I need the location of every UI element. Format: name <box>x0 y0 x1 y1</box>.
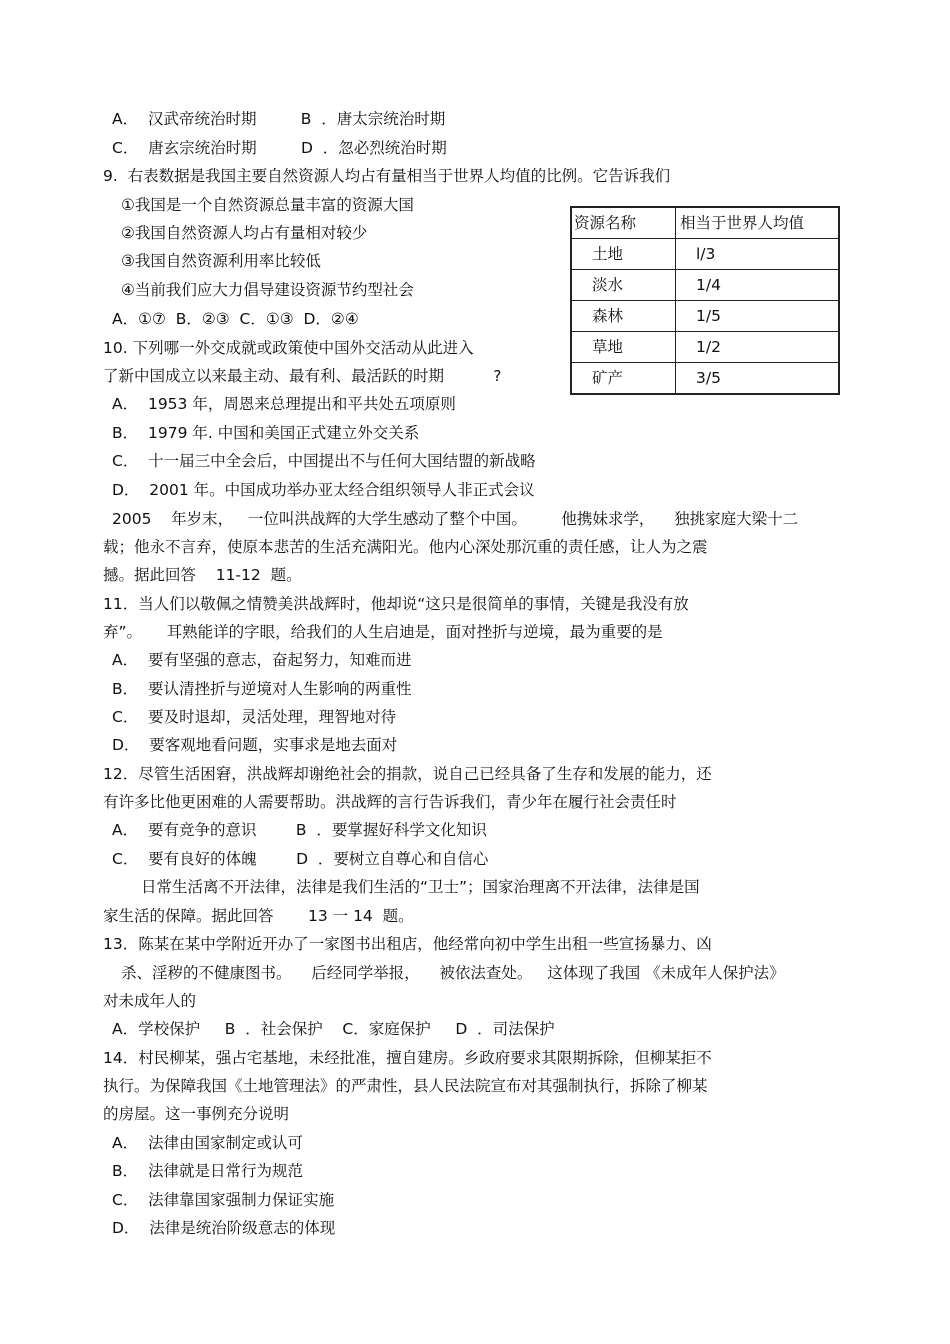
text-line: C． 要有良好的体魄 D ．要树立自尊心和自信心 <box>112 850 489 868</box>
text-line: A． 法律由国家制定或认可 <box>112 1134 303 1152</box>
text-line: A．①⑦ B．②③ C．①③ D．②④ <box>112 310 359 328</box>
text-line: 12．尽管生活困窘，洪战辉却谢绝社会的捐款，说自己已经具备了生存和发展的能力，还 <box>103 765 712 783</box>
table-row <box>572 238 838 269</box>
text-line: ④当前我们应大力倡导建设资源节约型社会 <box>121 281 414 299</box>
table-cell-ratio: 1/5 <box>696 307 721 325</box>
text-line: C． 唐玄宗统治时期 D ．忽必烈统治时期 <box>112 139 447 157</box>
text-line: 载；他永不言弃，使原本悲苦的生活充满阳光。他内心深处那沉重的责任感，让人为之震 <box>103 538 708 556</box>
resource-ratio-table <box>570 206 840 395</box>
table-cell-ratio: 3/5 <box>696 369 721 387</box>
text-line: C． 要及时退却，灵活处理，理智地对待 <box>112 708 397 726</box>
text-line: 撼。据此回答 11-12 题。 <box>103 566 302 584</box>
text-line: B． 1979 年. 中国和美国正式建立外交关系 <box>112 424 420 442</box>
table-cell-resource: 森林 <box>572 301 676 331</box>
table-cell-resource: 矿产 <box>572 363 676 393</box>
text-line: D． 要客观地看问题，实事求是地去面对 <box>112 736 398 754</box>
text-line: 弃”。 耳熟能详的字眼，给我们的人生启迪是，面对挫折与逆境，最为重要的是 <box>103 623 663 641</box>
table-row <box>572 300 838 331</box>
text-line: B． 法律就是日常行为规范 <box>112 1162 303 1180</box>
table-cell-resource: 土地 <box>572 239 676 269</box>
text-line: 家生活的保障。据此回答 13 一 14 题。 <box>103 907 414 925</box>
text-line: 杀、淫秽的不健康图书。 后经同学举报， 被依法查处。 这体现了我国 《未成年人保护法》 <box>121 964 785 982</box>
table-cell-ratio: 1/4 <box>696 276 721 294</box>
text-line: A． 1953 年，周恩来总理提出和平共处五项原则 <box>112 395 456 413</box>
text-line: 对未成年人的 <box>103 992 197 1010</box>
text-line: 2005 年岁末， 一位叫洪战辉的大学生感动了整个中国。 他携妹求学， 独挑家庭大梁十二 <box>112 510 799 528</box>
table-cell-resource: 草地 <box>572 332 676 362</box>
table-header-cell: 相当于世界人均值 <box>680 214 805 232</box>
text-line: 9. 右表数据是我国主要自然资源人均占有量相当于世界人均值的比例。它告诉我们 <box>103 167 671 185</box>
text-line: 有许多比他更困难的人需要帮助。洪战辉的言行告诉我们，青少年在履行社会责任时 <box>103 793 677 811</box>
text-line: 的房屋。这一事例充分说明 <box>103 1105 290 1123</box>
table-row <box>572 362 838 393</box>
text-line: A．学校保护 B ．社会保护 C．家庭保护 D ．司法保护 <box>112 1020 555 1038</box>
table-row <box>572 331 838 362</box>
text-line: 了新中国成立以来最主动、最有利、最活跃的时期 ? <box>103 367 502 385</box>
text-line: D． 2001 年。中国成功举办亚太经合组织领导人非正式会议 <box>112 481 535 499</box>
text-line: 日常生活离不开法律，法律是我们生活的“卫士”；国家治理离不开法律，法律是国 <box>141 878 700 896</box>
text-line: A． 要有坚强的意志，奋起努力，知难而进 <box>112 651 412 669</box>
text-line: ①我国是一个自然资源总量丰富的资源大国 <box>121 196 414 214</box>
text-line: 执行。为保障我国《土地管理法》的严肃性，县人民法院宣布对其强制执行，拆除了柳某 <box>103 1077 708 1095</box>
text-line: C． 十一届三中全会后，中国提出不与任何大国结盟的新战略 <box>112 452 536 470</box>
text-line: B． 要认清挫折与逆境对人生影响的两重性 <box>112 680 412 698</box>
text-line: A． 要有竞争的意识 B ．要掌握好科学文化知识 <box>112 821 487 839</box>
text-line: 11．当人们以敬佩之情赞美洪战辉时，他却说“这只是很简单的事情，关键是我没有放 <box>103 595 689 613</box>
table-cell-ratio: l/3 <box>696 245 716 263</box>
text-line: 13．陈某在某中学附近开办了一家图书出租店，他经常向初中学生出租一些宣扬暴力、凶 <box>103 935 712 953</box>
text-line: ②我国自然资源人均占有量相对较少 <box>121 224 368 242</box>
text-line: ③我国自然资源利用率比较低 <box>121 252 321 270</box>
text-line: 14．村民柳某，强占宅基地，未经批准，擅自建房。乡政府要求其限期拆除，但柳某拒不 <box>103 1049 712 1067</box>
table-cell-ratio: 1/2 <box>696 338 721 356</box>
table-header-cell: 资源名称 <box>572 208 676 238</box>
table-row <box>572 269 838 300</box>
text-line: 10. 下列哪一外交成就或政策使中国外交活动从此进入 <box>103 339 474 357</box>
text-line: D． 法律是统治阶级意志的体现 <box>112 1219 336 1237</box>
table-header-row <box>572 208 838 238</box>
text-line: A． 汉武帝统治时期 B ．唐太宗统治时期 <box>112 110 446 128</box>
text-line: C． 法律靠国家强制力保证实施 <box>112 1191 335 1209</box>
table-cell-resource: 淡水 <box>572 270 676 300</box>
